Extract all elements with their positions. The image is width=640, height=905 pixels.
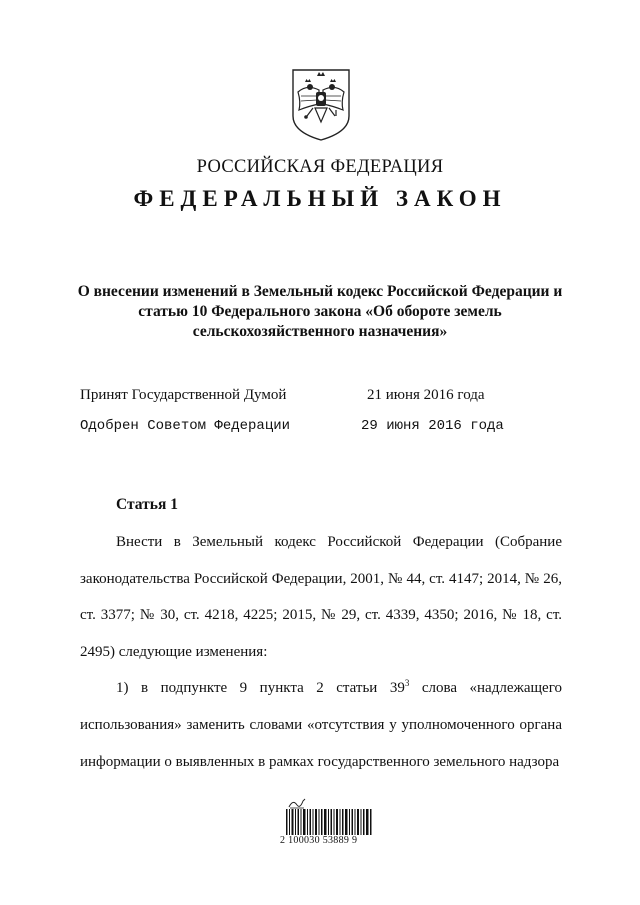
council-approval-label: Одобрен Советом Федерации — [80, 418, 291, 434]
item-text: 1) в подпункте 9 пункта 2 статьи 39 — [116, 680, 405, 697]
law-title-line: О внесении изменений в Земельный кодекс Российской Федерации и — [77, 283, 563, 300]
duma-adoption-label: Принят Государственной Думой — [80, 387, 287, 403]
country-name: РОССИЙСКАЯ ФЕДЕРАЦИЯ — [196, 157, 444, 177]
council-approval-date: 29 июня 2016 года — [361, 418, 504, 434]
article-intro-paragraph: Внести в Земельный кодекс Российской Федерации (Собрание законодательства Российской Федерации, 2001, № 44, ст. 4147; 2014, № 26, ст. 3377; № 30, ст. 4218, 4225; 2015, № 29, ст. 4339, 4350; 2016, № 18, ст. 2495) следующие изменения: — [80, 534, 562, 660]
article-heading: Статья 1 — [116, 496, 178, 513]
signature-mark-icon — [287, 796, 307, 808]
law-title — [60, 282, 580, 342]
double-headed-eagle-icon — [289, 66, 353, 142]
superscript: 3 — [404, 678, 410, 689]
document-type: ФЕДЕРАЛЬНЫЙ ЗАКОН — [133, 186, 507, 211]
law-title-line: статью 10 Федерального закона «Об обороте земель — [138, 303, 502, 320]
barcode-icon — [286, 809, 372, 835]
article-body — [80, 524, 562, 780]
article-item-1 — [80, 670, 562, 780]
item-text: слова «надлежащего использования» заменить словами «отсутствия у уполномоченного органа информации о выявленных в рамках государственного земельного надзора — [80, 680, 562, 770]
barcode-number: 2 100030 53889 9 — [280, 835, 358, 846]
law-title-line: сельскохозяйственного назначения» — [192, 323, 448, 340]
duma-adoption-date: 21 июня 2016 года — [367, 387, 485, 403]
coat-of-arms-icon — [289, 66, 353, 142]
